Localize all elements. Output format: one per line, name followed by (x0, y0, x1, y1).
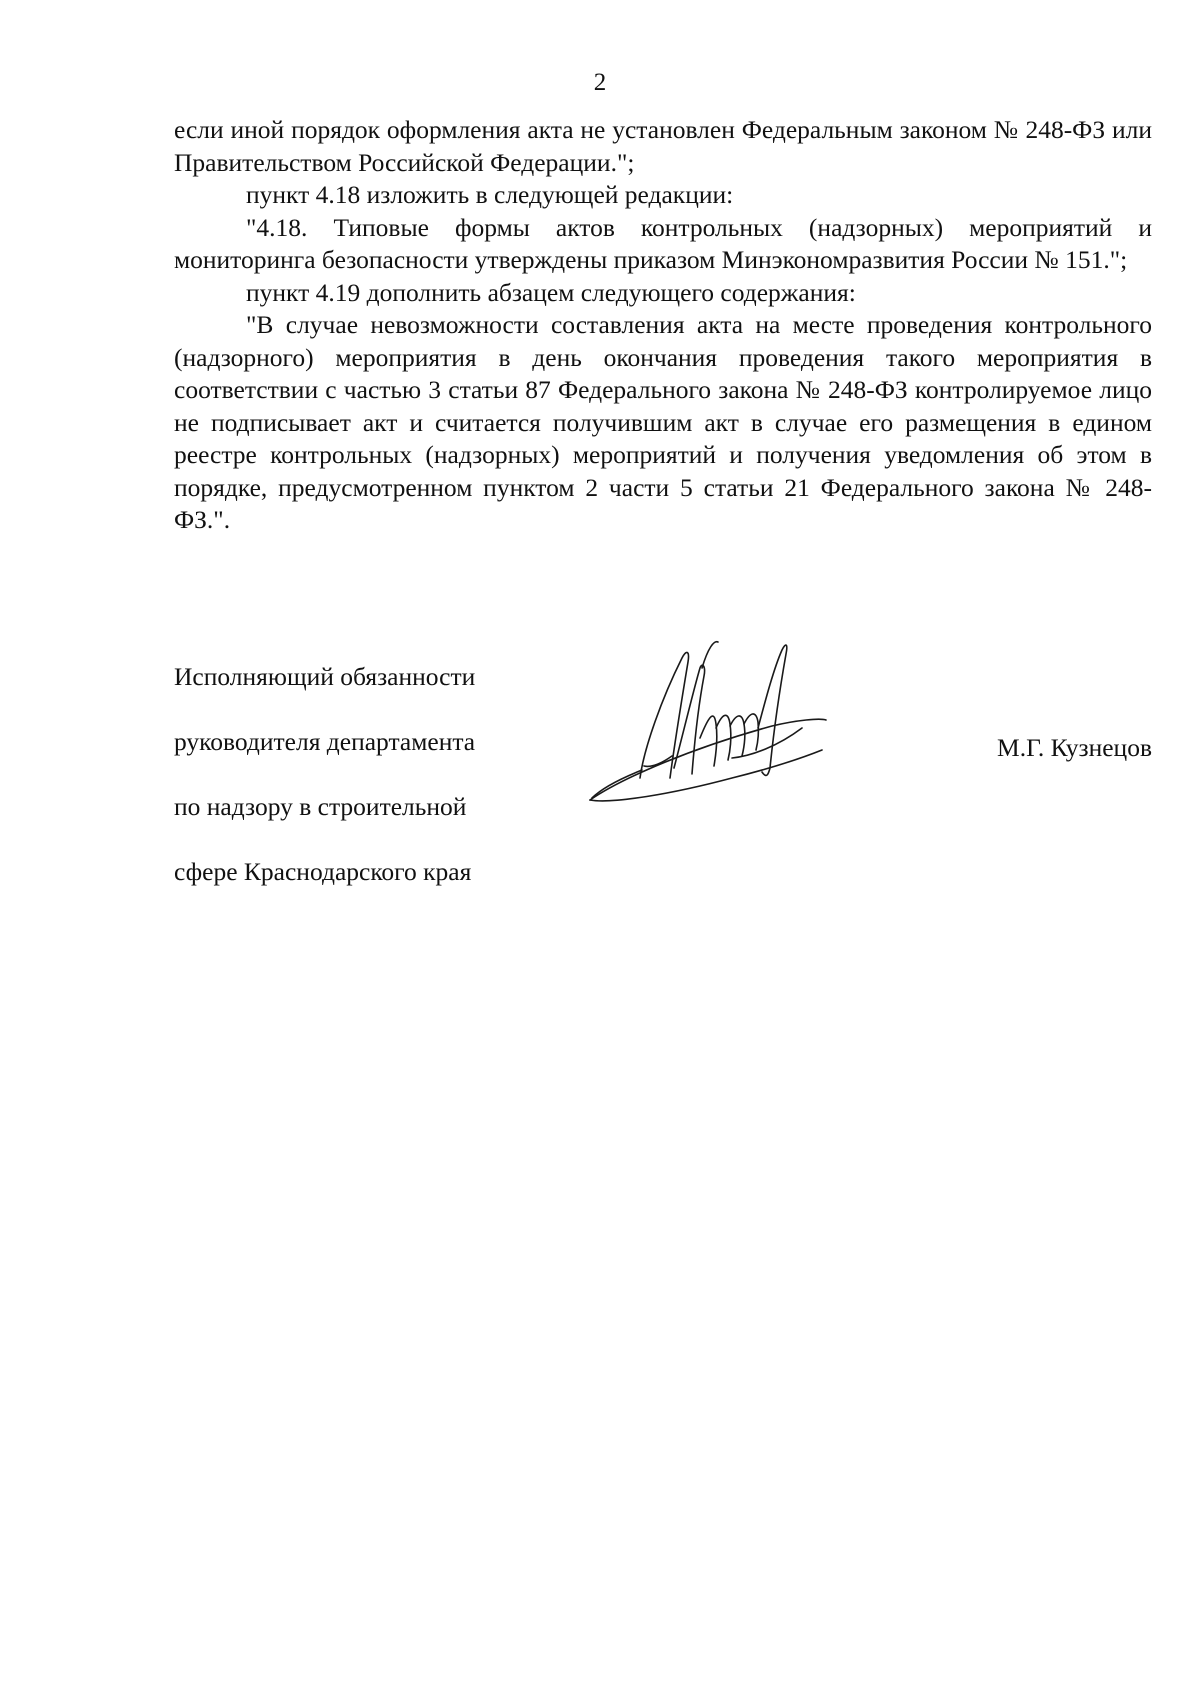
signatory-position (174, 628, 534, 921)
paragraph-continuation: если иной порядок оформления акта не установлен Федеральным законом № 248-ФЗ или Правительством Российской Федерации."; (174, 115, 1152, 177)
signature-block (174, 628, 1152, 886)
signatory-name: М.Г. Кузнецов (997, 733, 1152, 762)
signatory-position-line: Исполняющий обязанности (174, 661, 476, 691)
signatory-position-line: руководителя департамента (174, 726, 476, 756)
signatory-position-line: по надзору в строительной (174, 791, 467, 821)
signatory-position-line: сфере Краснодарского края (174, 856, 472, 886)
paragraph-item-4-18-intro: пункт 4.18 изложить в следующей редакции: (246, 180, 734, 209)
paragraph-item-4-18-text: "4.18. Типовые формы актов контрольных (надзорных) мероприятий и мониторинга безопасности утверждены приказом Минэкономразвития России № 151."; (174, 212, 1152, 274)
paragraph-item-4-19-intro: пункт 4.19 дополнить абзацем следующего содержания: (246, 277, 856, 307)
paragraph-item-4-19-text: "В случае невозможности составления акта на месте проведения контрольного (надзорного) мероприятия в день окончания проведения такого мероприятия в соответствии с частью 3 статьи 87 Федерального закона № 248-ФЗ контролируемое лицо не подписывает акт и считается получившим акт в случае его размещения в едином реестре контрольных (надзорных) мероприятий и получения уведомления об этом в порядке, предусмотренном пунктом 2 части 5 статьи 21 Федерального закона № 248-ФЗ.". (174, 310, 1152, 534)
page-number: 2 (593, 69, 607, 96)
handwritten-signature (582, 628, 832, 808)
document-body (174, 114, 1152, 537)
